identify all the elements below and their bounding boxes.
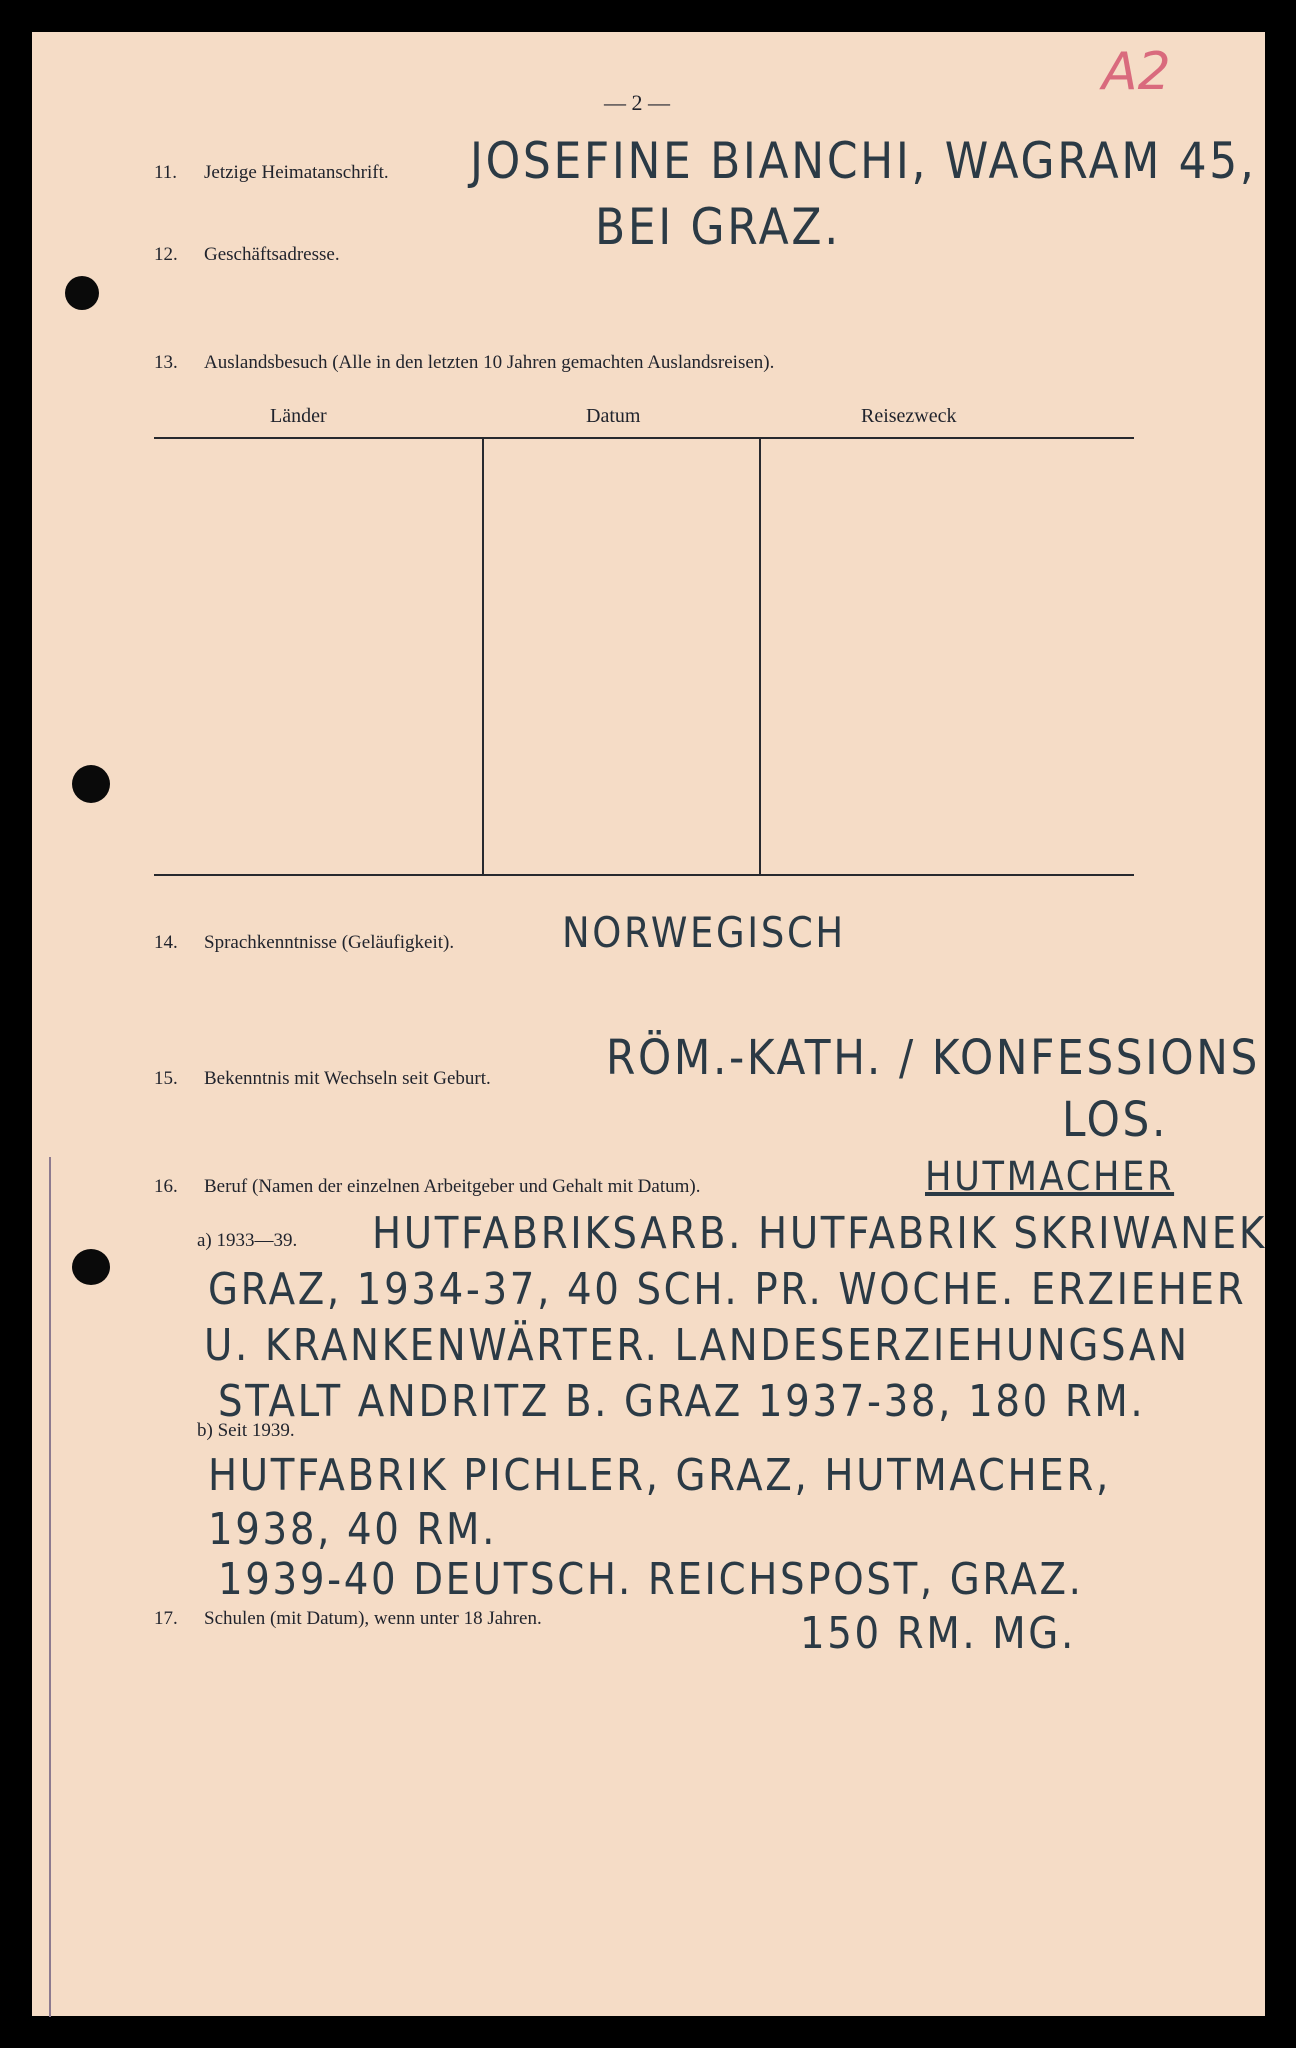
field-15-label: Bekenntnis mit Wechseln seit Geburt. xyxy=(204,1068,491,1089)
field-14-number: 14. xyxy=(154,932,178,953)
field-11-number: 11. xyxy=(154,162,178,183)
form-sheet xyxy=(32,32,1265,2016)
field-11-value-line1: JOSEFINE BIANCHI, WAGRAM 45, xyxy=(470,132,1257,190)
field-16-value-title: HUTMACHER xyxy=(925,1154,1175,1200)
field-11-value-line2: BEI GRAZ. xyxy=(595,198,841,256)
field-16-a-line3: U. KRANKENWÄRTER. LANDESERZIEHUNGSAN xyxy=(204,1320,1190,1371)
field-16-b-line1: HUTFABRIK PICHLER, GRAZ, HUTMACHER, xyxy=(208,1450,1111,1501)
field-15-value-line1: RÖM.-KATH. / KONFESSIONS xyxy=(606,1030,1260,1086)
field-14-value: NORWEGISCH xyxy=(562,908,846,957)
field-16-a-line1: HUTFABRIKSARB. HUTFABRIK SKRIWANEK xyxy=(372,1208,1267,1259)
field-16-b-line4: 150 RM. MG. xyxy=(800,1608,1076,1659)
punch-hole-bottom xyxy=(72,1249,110,1285)
table-header-laender: Länder xyxy=(270,405,327,427)
field-16-b-label: b) Seit 1939. xyxy=(197,1420,295,1441)
field-16-a-line4: STALT ANDRITZ B. GRAZ 1937-38, 180 RM. xyxy=(218,1376,1146,1427)
field-16-a-line2: GRAZ, 1934-37, 40 SCH. PR. WOCHE. ERZIEHER xyxy=(208,1264,1247,1315)
field-15-value-line2: LOS. xyxy=(1062,1092,1169,1148)
field-17-label: Schulen (mit Datum), wenn unter 18 Jahren. xyxy=(204,1608,542,1629)
table-column-divider-1 xyxy=(482,439,484,874)
field-16-b-line2: 1938, 40 RM. xyxy=(208,1504,498,1555)
punch-hole-top xyxy=(65,276,99,310)
table-header-reisezweck: Reisezweck xyxy=(861,405,957,427)
field-16-b-line3: 1939-40 DEUTSCH. REICHSPOST, GRAZ. xyxy=(218,1554,1084,1605)
table-header-datum: Datum xyxy=(586,405,641,427)
page-number: — 2 — xyxy=(604,90,670,115)
field-11-label: Jetzige Heimatanschrift. xyxy=(204,162,389,183)
field-12-label: Geschäftsadresse. xyxy=(204,244,340,265)
margin-line xyxy=(49,1157,51,2017)
field-12-number: 12. xyxy=(154,244,178,265)
table-top-rule xyxy=(154,437,1134,439)
field-14-label: Sprachkenntnisse (Geläufigkeit). xyxy=(204,932,455,953)
field-13-label: Auslandsbesuch (Alle in den letzten 10 Jahren gemachten Auslandsreisen). xyxy=(204,352,775,373)
field-16-number: 16. xyxy=(154,1176,178,1197)
corner-mark: A2 xyxy=(1102,42,1171,102)
field-16-a-label: a) 1933—39. xyxy=(197,1230,298,1251)
field-13-number: 13. xyxy=(154,352,178,373)
table-bottom-rule xyxy=(154,874,1134,876)
field-16-label: Beruf (Namen der einzelnen Arbeitgeber und Gehalt mit Datum). xyxy=(204,1176,701,1197)
table-column-divider-2 xyxy=(759,439,761,874)
punch-hole-middle xyxy=(72,765,110,803)
field-15-number: 15. xyxy=(154,1068,178,1089)
field-17-number: 17. xyxy=(154,1608,178,1629)
